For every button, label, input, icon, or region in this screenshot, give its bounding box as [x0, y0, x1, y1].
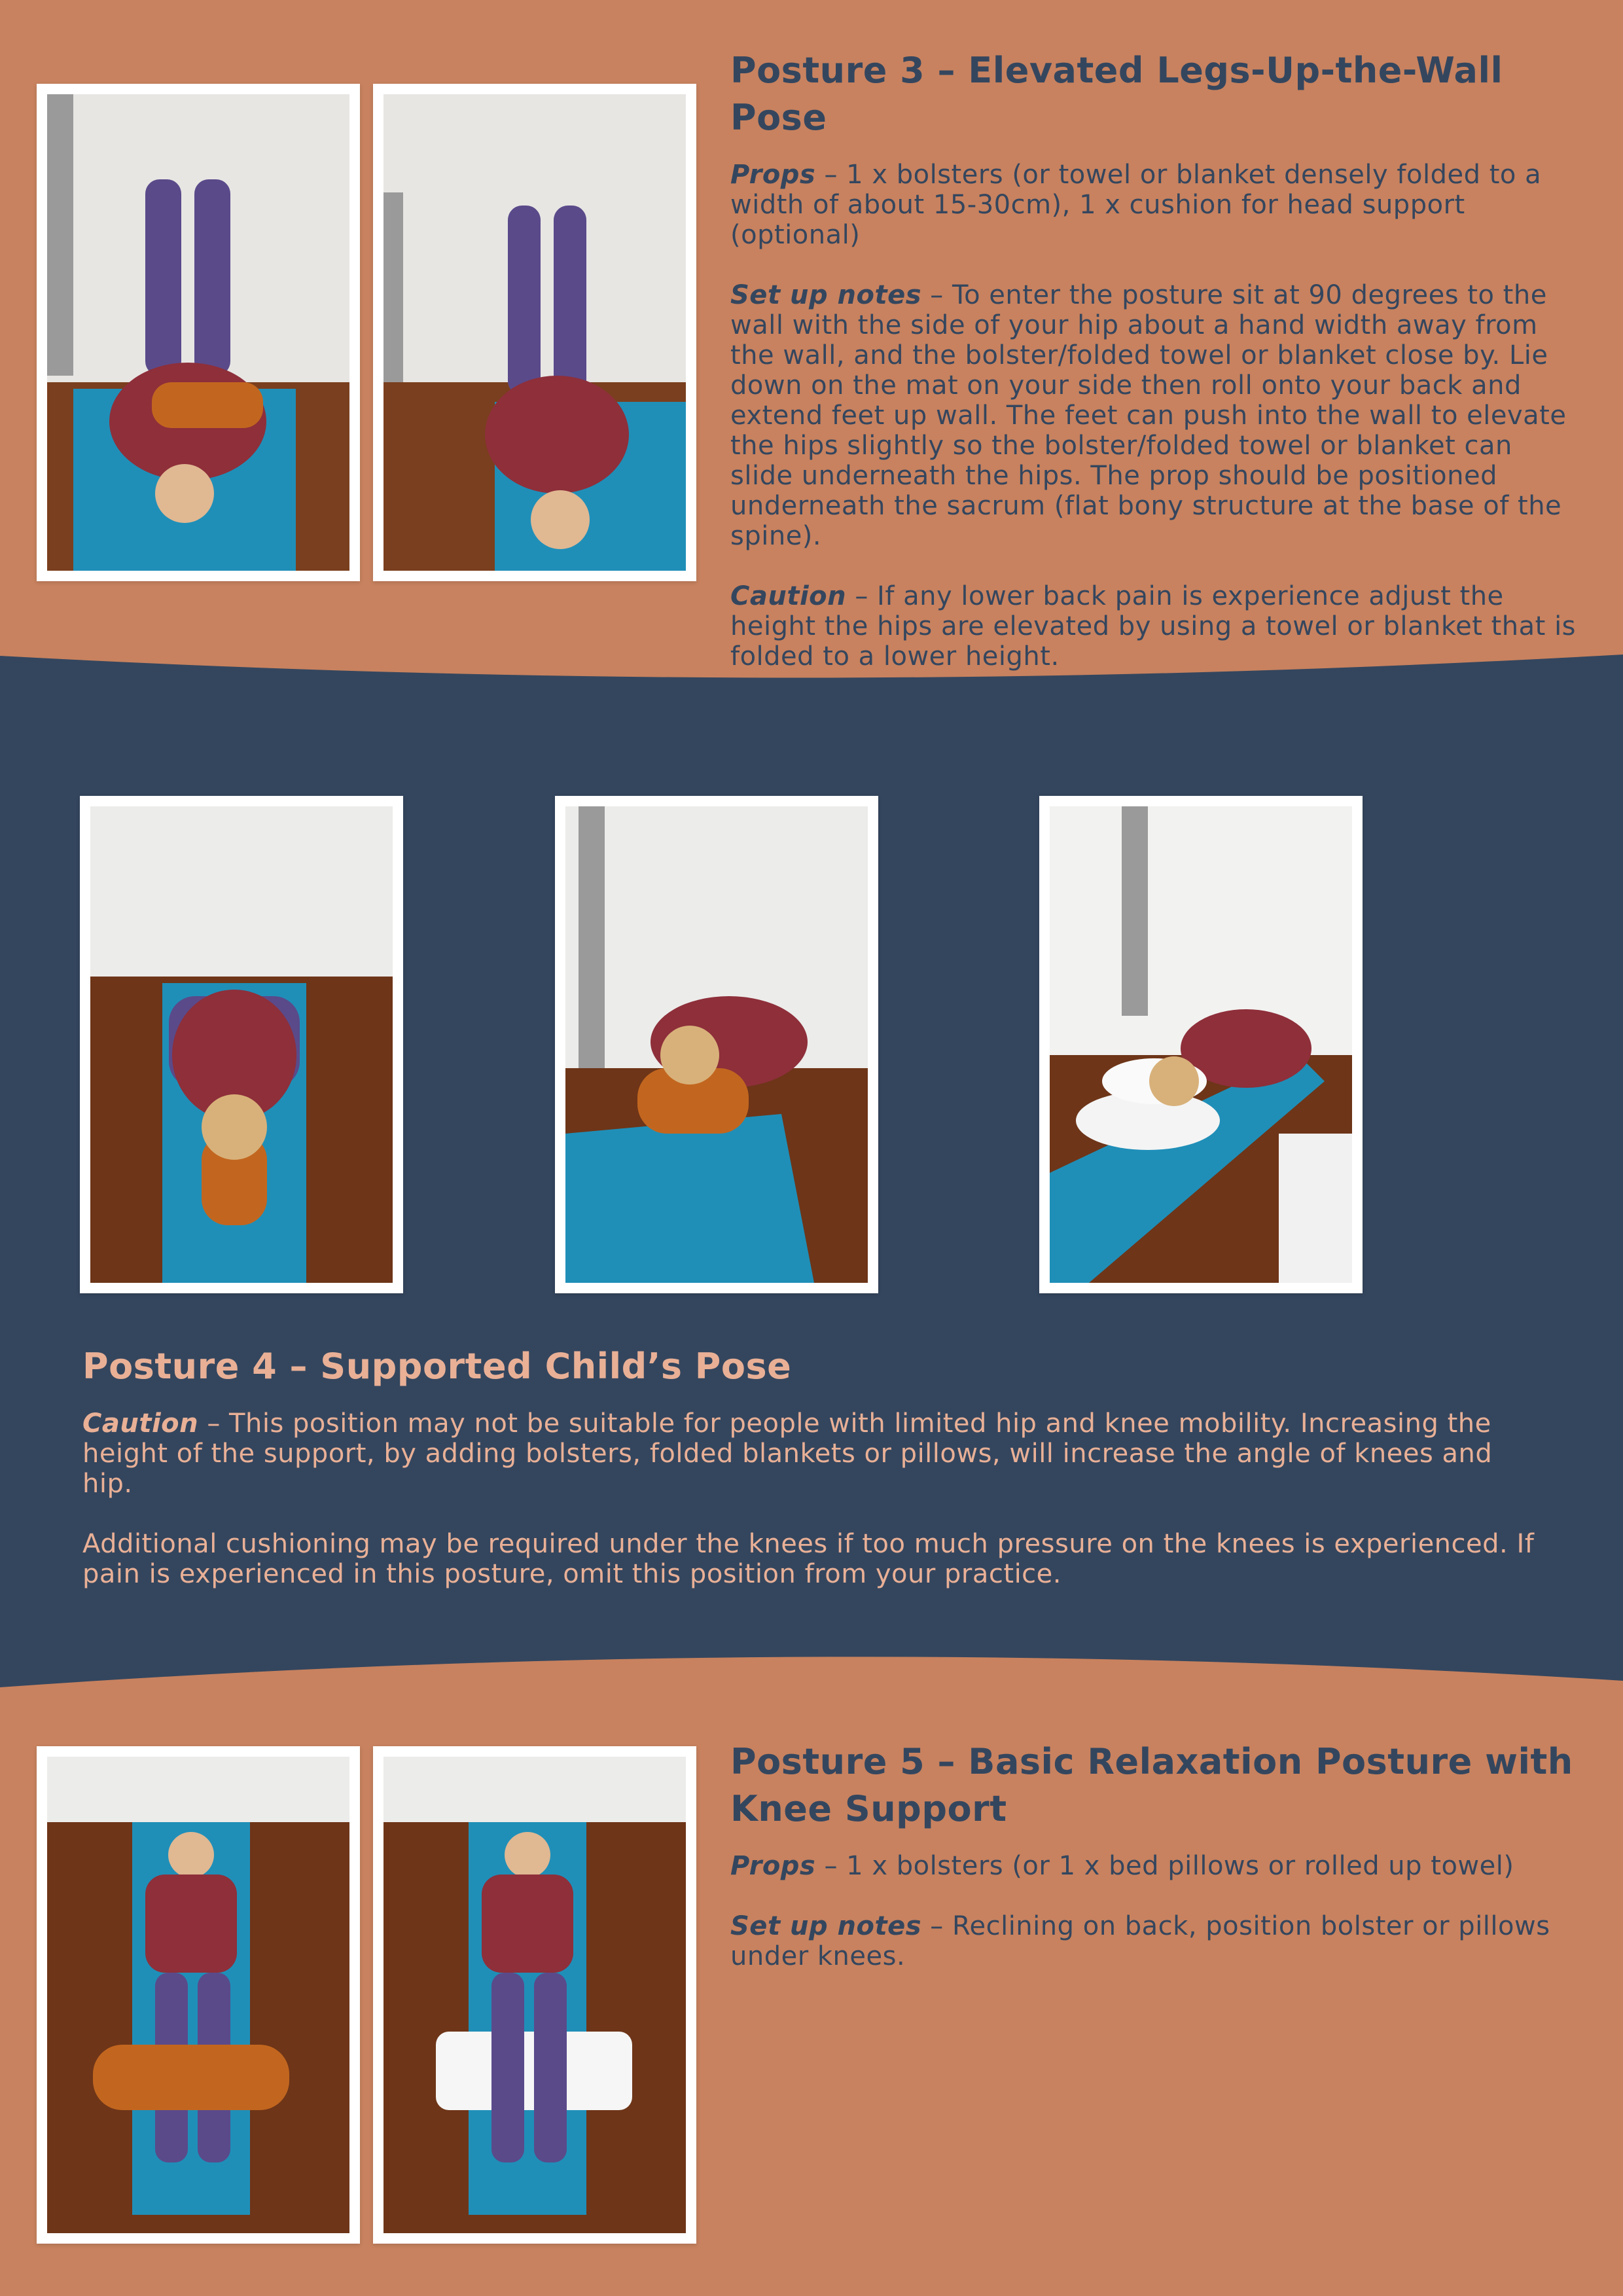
props-text: – 1 x bolsters (or towel or blanket densely folded to a width of about 15-30cm), 1 x cushion for head support (optional) — [730, 160, 1542, 250]
props-text: – 1 x bolsters (or 1 x bed pillows or rolled up towel) — [815, 1851, 1514, 1881]
posture-5-title: Posture 5 – Basic Relaxation Posture with Knee Support — [730, 1741, 1573, 1829]
props-label: Props — [730, 1851, 816, 1881]
caution-text: – If any lower back pain is experience adjust the height the hips are elevated by using a towel or blanket that is folded to a lower height. — [730, 581, 1577, 672]
photo-childs-pose-bolster — [555, 796, 878, 1293]
setup-label: Set up notes — [730, 1911, 922, 1941]
posture-4-text — [82, 1343, 1548, 1619]
photo-relaxation-bolster — [37, 1746, 360, 2244]
posture-4-caution — [82, 1408, 1548, 1499]
caution-label: Caution — [730, 581, 847, 611]
posture-4-additional: Additional cushioning may be required under the knees if too much pressure on the knees is experienced. If pain is experienced in this posture, omit this position from your practice. — [82, 1529, 1535, 1589]
photo-relaxation-pillow — [373, 1746, 696, 2244]
posture-3-text — [730, 47, 1581, 702]
posture-3-title: Posture 3 – Elevated Legs-Up-the-Wall Pose — [730, 50, 1503, 138]
posture-3-setup — [730, 280, 1581, 551]
props-label: Props — [730, 160, 816, 190]
photo-legs-up-wall-front — [37, 84, 360, 581]
photo-childs-pose-top — [80, 796, 403, 1293]
posture-3-props — [730, 160, 1581, 250]
caution-label: Caution — [82, 1408, 199, 1439]
posture-5-setup — [730, 1911, 1581, 1971]
photo-childs-pose-pillows — [1039, 796, 1363, 1293]
posture-5-text — [730, 1738, 1581, 2001]
posture-4-title: Posture 4 – Supported Child’s Pose — [82, 1346, 792, 1387]
photo-legs-up-wall-side — [373, 84, 696, 581]
posture-5-props — [730, 1851, 1581, 1881]
setup-text: – To enter the posture sit at 90 degrees to the wall with the side of your hip about a hand width away from the wall, and the bolster/folded towel or blanket close by. Lie down on the mat on your side then roll onto your back and extend feet up wall. The feet can push into the wall to elevate the hips slightly so the bolster/folded towel or blanket can slide underneath the hips. The prop should be positioned underneath the sacrum (flat bony structure at the base of the spine). — [730, 280, 1567, 551]
setup-label: Set up notes — [730, 280, 922, 310]
posture-3-caution — [730, 581, 1581, 672]
setup-text: – Reclining on back, position bolster or pillows under knees. — [730, 1911, 1550, 1971]
caution-text: – This position may not be suitable for people with limited hip and knee mobility. Increasing the height of the support, by adding bolsters, folded blankets or pillows, will increase the angle of knees and hip. — [82, 1408, 1493, 1499]
